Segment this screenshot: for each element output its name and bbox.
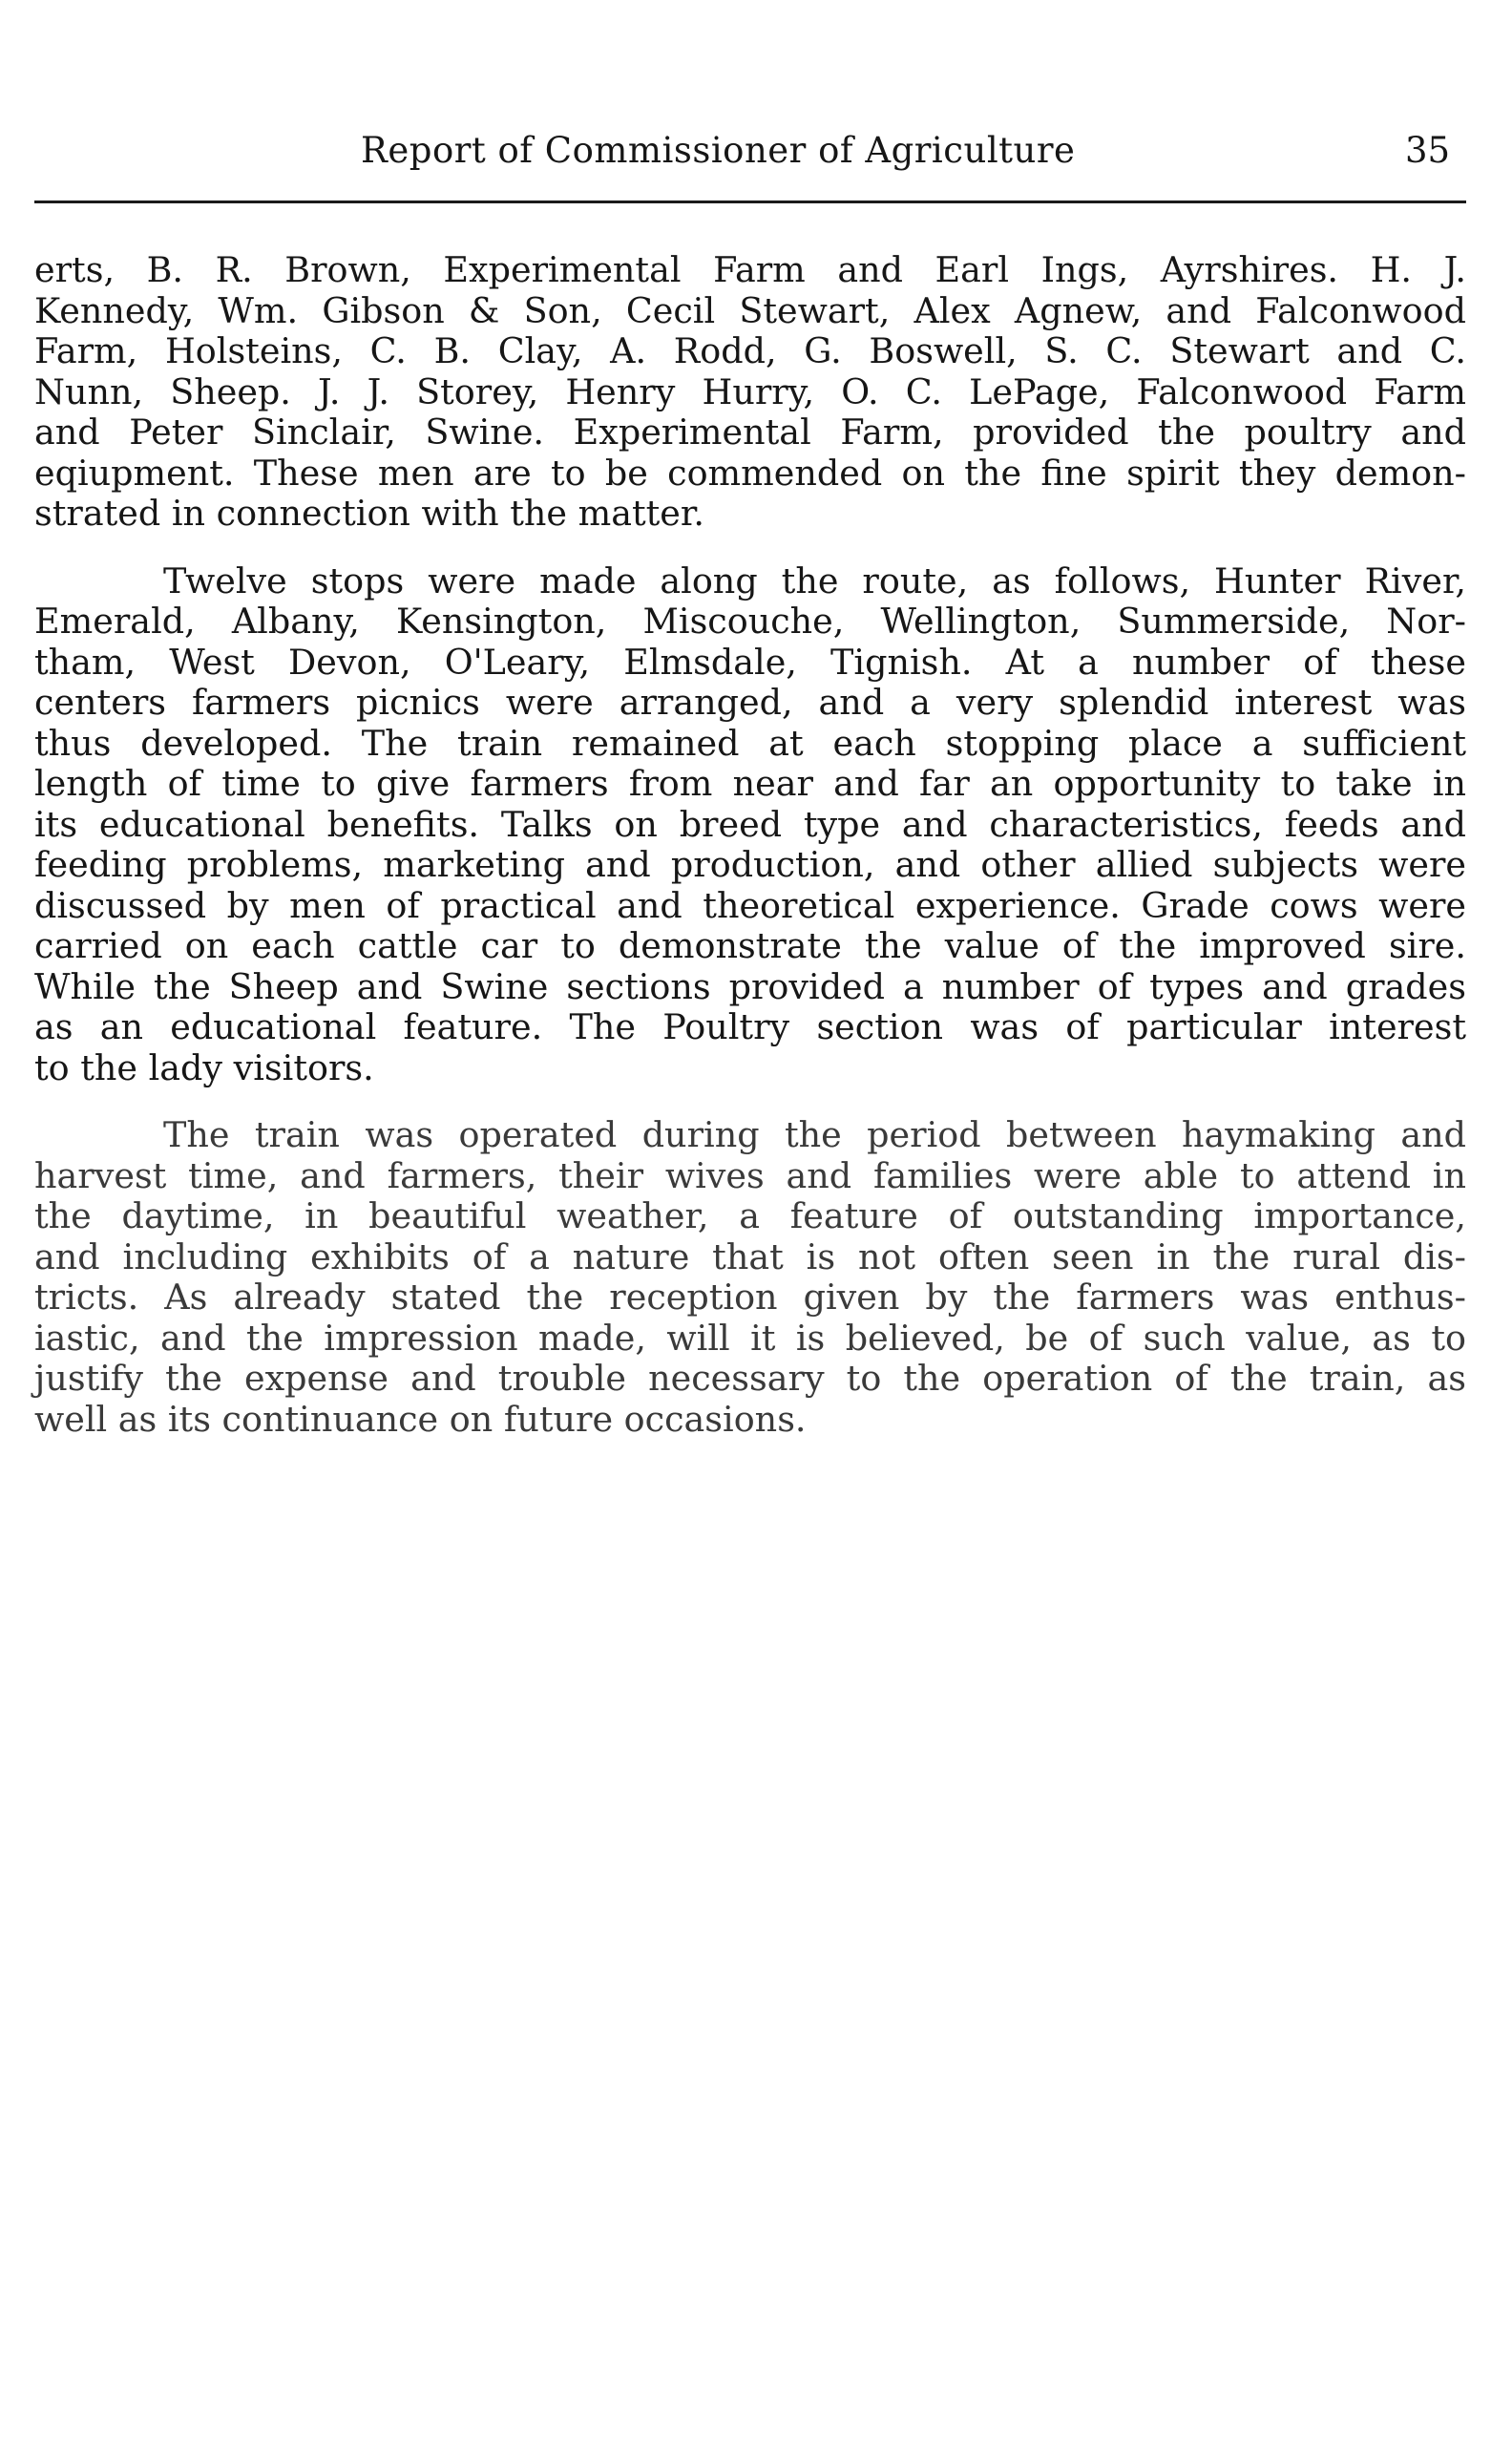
text-line: and Peter Sinclair, Swine. Experimental Farm, provided the poultry and — [34, 412, 1466, 453]
text-line: carried on each cattle car to demonstrate the value of the improved sire. — [34, 925, 1466, 966]
paragraph-2 — [34, 561, 1466, 1089]
text-line: Farm, Holsteins, C. B. Clay, A. Rodd, G. Boswell, S. C. Stewart and C. — [34, 330, 1466, 371]
running-head: Report of Commissioner of Agriculture — [361, 130, 1076, 171]
paragraph-gap — [34, 535, 1466, 561]
body-text — [34, 250, 1466, 1440]
text-line: tricts. As already stated the reception given by the farmers was enthus- — [34, 1277, 1466, 1318]
text-line: and including exhibits of a nature that is not often seen in the rural dis- — [34, 1235, 1466, 1277]
text-line: iastic, and the impression made, will it is believed, be of such value, as to — [34, 1317, 1466, 1359]
text-line: While the Sheep and Swine sections provided a number of types and grades — [34, 965, 1466, 1007]
text-line: Twelve stops were made along the route, as follows, Hunter River, — [163, 559, 1466, 601]
text-line: to the lady visitors. — [34, 1046, 374, 1088]
text-line: tham, West Devon, O'Leary, Elmsdale, Tignish. At a number of these — [34, 641, 1466, 683]
text-line: eqiupment. These men are to be commended on the fine spirit they demon- — [34, 452, 1466, 494]
paragraph-3 — [34, 1115, 1466, 1440]
paragraph-gap — [34, 1088, 1466, 1115]
text-line: Emerald, Albany, Kensington, Miscouche, Wellington, Summerside, Nor- — [34, 601, 1466, 642]
text-line: feeding problems, marketing and production, and other allied subjects were — [34, 844, 1466, 885]
page-number: 35 — [1405, 130, 1451, 171]
text-line: its educational benefits. Talks on breed type and characteristics, feeds and — [34, 803, 1466, 845]
text-line: strated in connection with the matter. — [34, 493, 704, 534]
paragraph-1 — [34, 250, 1466, 535]
text-line: Nunn, Sheep. J. J. Storey, Henry Hurry, O. C. LePage, Falconwood Farm — [34, 370, 1466, 412]
text-line: thus developed. The train remained at each stopping place a sufficient — [34, 722, 1466, 764]
text-line: as an educational feature. The Poultry section was of particular interest — [34, 1006, 1466, 1047]
text-line: the daytime, in beautiful weather, a feature of outstanding importance, — [34, 1195, 1466, 1236]
text-line: harvest time, and farmers, their wives and families were able to attend in — [34, 1154, 1466, 1196]
text-line: The train was operated during the period between haymaking and — [163, 1114, 1466, 1155]
text-line: length of time to give farmers from near and far an opportunity to take in — [34, 763, 1466, 804]
text-line: erts, B. R. Brown, Experimental Farm and Earl Ings, Ayrshires. H. J. — [34, 249, 1466, 290]
header-rule — [34, 200, 1466, 203]
text-line: well as its continuance on future occasions. — [34, 1398, 807, 1440]
text-line: justify the expense and trouble necessary to the operation of the train, as — [34, 1358, 1466, 1399]
text-line: centers farmers picnics were arranged, and a very splendid interest was — [34, 682, 1466, 723]
text-line: Kennedy, Wm. Gibson & Son, Cecil Stewart, Alex Agnew, and Falconwood — [34, 289, 1466, 331]
text-line: discussed by men of practical and theoretical experience. Grade cows were — [34, 884, 1466, 926]
